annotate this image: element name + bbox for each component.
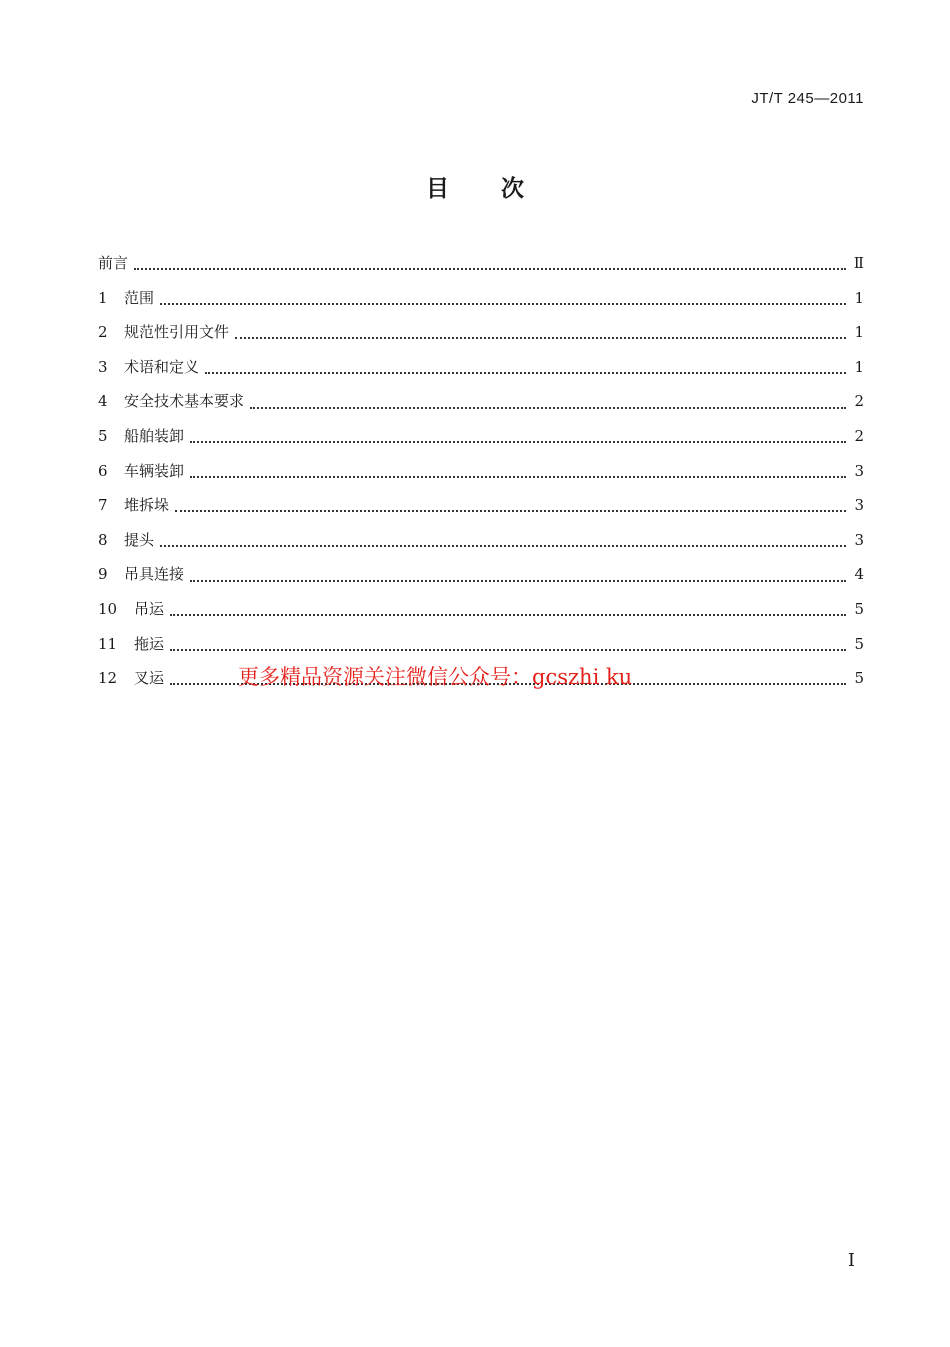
toc-entry-page: 5: [854, 599, 864, 618]
dot-leader: [190, 580, 846, 582]
title-char-2: 次: [501, 176, 524, 202]
toc-entry-number: 2: [98, 323, 108, 342]
dot-leader: [175, 510, 846, 512]
toc-entry-number: 3: [98, 357, 108, 376]
dot-leader: [250, 407, 846, 409]
toc-entry-foreword[interactable]: [98, 250, 864, 285]
toc-entry-9[interactable]: [98, 561, 864, 596]
toc-entry-8[interactable]: [98, 527, 864, 562]
title-char-1: 目: [426, 176, 449, 202]
toc-entry-2[interactable]: [98, 319, 864, 354]
table-of-contents: [98, 250, 864, 700]
toc-entry-number: 1: [98, 288, 108, 307]
toc-entry-label: 叉运: [134, 669, 165, 688]
toc-entry-4[interactable]: [98, 388, 864, 423]
toc-entry-label: 范围: [124, 288, 155, 307]
watermark-text: 更多精品资源关注微信公众号：gcszhi ku: [238, 665, 633, 689]
toc-entry-page: 3: [854, 461, 864, 480]
toc-entry-label: 吊具连接: [124, 565, 185, 584]
toc-entry-number: 5: [98, 426, 108, 445]
toc-entry-10[interactable]: [98, 596, 864, 631]
toc-entry-7[interactable]: [98, 492, 864, 527]
toc-entry-3[interactable]: [98, 354, 864, 389]
toc-entry-label: 堆拆垛: [124, 496, 170, 515]
dot-leader: [170, 614, 846, 616]
toc-entry-page: 3: [854, 496, 864, 515]
toc-entry-number: 12: [98, 669, 118, 688]
dot-leader: [160, 303, 846, 305]
toc-entry-page: Ⅱ: [853, 254, 864, 272]
toc-entry-page: 5: [854, 669, 864, 688]
toc-entry-number: 6: [98, 461, 108, 480]
dot-leader: [190, 441, 846, 443]
toc-entry-label: 提头: [124, 530, 155, 549]
dot-leader: [170, 649, 846, 651]
page-number: I: [847, 1250, 855, 1271]
dot-leader: [190, 476, 846, 478]
toc-entry-label: 前言: [98, 254, 129, 272]
toc-entry-label: 规范性引用文件: [124, 323, 230, 342]
toc-entry-1[interactable]: [98, 285, 864, 320]
toc-entry-number: 8: [98, 530, 108, 549]
toc-entry-label: 吊运: [134, 599, 165, 618]
toc-entry-label: 船舶装卸: [124, 426, 185, 445]
standard-code: JT/T 245—2011: [751, 90, 864, 107]
dot-leader: [134, 268, 846, 270]
toc-entry-label: 安全技术基本要求: [124, 392, 245, 411]
dot-leader: [235, 337, 846, 339]
toc-entry-page: 4: [854, 565, 864, 584]
toc-entry-number: 4: [98, 392, 108, 411]
toc-entry-page: 1: [854, 357, 864, 376]
toc-entry-6[interactable]: [98, 458, 864, 493]
toc-entry-label: 车辆装卸: [124, 461, 185, 480]
dot-leader: [205, 372, 846, 374]
toc-entry-page: 3: [854, 530, 864, 549]
toc-entry-label: 拖运: [134, 634, 165, 653]
toc-entry-number: 11: [98, 634, 118, 653]
toc-entry-page: 2: [854, 392, 864, 411]
toc-entry-label: 术语和定义: [124, 357, 200, 376]
toc-entry-number: 9: [98, 565, 108, 584]
toc-entry-number: 7: [98, 496, 108, 515]
toc-entry-5[interactable]: [98, 423, 864, 458]
toc-entry-number: 10: [98, 599, 118, 618]
toc-entry-11[interactable]: [98, 631, 864, 666]
toc-entry-page: 2: [854, 426, 864, 445]
toc-entry-page: 5: [854, 634, 864, 653]
page-title: [0, 170, 950, 203]
toc-entry-page: 1: [854, 323, 864, 342]
toc-entry-page: 1: [854, 288, 864, 307]
dot-leader: [160, 545, 846, 547]
